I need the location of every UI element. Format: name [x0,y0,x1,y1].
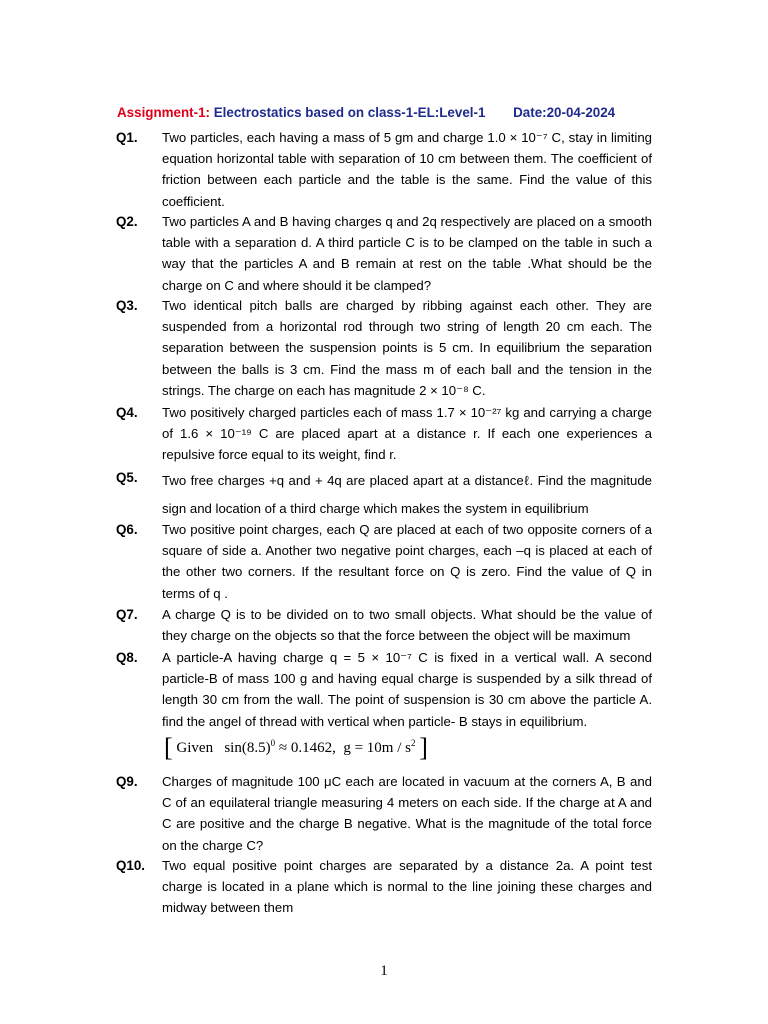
question-number: Q4. [116,405,138,420]
assignment-date: Date:20-04-2024 [513,105,616,120]
question-number: Q3. [116,298,138,313]
degree-superscript: 0 [270,738,276,748]
gravity-expression: g = 10m / s [343,740,411,756]
given-word: Given [176,740,214,756]
question-number: Q6. [116,522,138,537]
question-number: Q2. [116,214,138,229]
question-text: Two particles A and B having charges q and 2q respectively are placed on a smooth table with a separation d. A third particle C is to be clamped on the table in such a way that the particles A and B remain at rest on the table .What should be the charge on C and where should it be clamped? [162,214,652,293]
question-text: Two positively charged particles each of mass 1.7 × 10⁻²⁷ kg and carrying a charge of 1.6 × 10⁻¹⁹ C are placed apart at a distance r. If each one experiences a repulsive force equal to its weight, find r. [162,405,652,463]
page-number: 1 [380,963,388,979]
assignment-label: Assignment-1: [117,105,211,120]
sine-expression: sin(8.5) [224,740,271,756]
question-number: Q9. [116,774,138,789]
question-number: Q8. [116,650,138,665]
question-text: Two equal positive point charges are separated by a distance 2a. A point test charge is located in a plane which is normal to the line joining these charges and midway between them [162,858,652,916]
question-text: Two positive point charges, each Q are placed at each of two opposite corners of a square of side a. Another two negative point charges, each –q is placed at each of the other two corners. If the resultant force on Q is zero. Find the value of Q in terms of q . [162,522,652,601]
assignment-subject: Electrostatics based on class-1-EL:Level-1 [213,105,486,120]
question-number: Q1. [116,130,138,145]
question-text: Two identical pitch balls are charged by ribbing against each other. They are suspended from a horizontal rod through two string of length 20 cm each. The separation between the suspension points is 5 cm. In equilibrium the separation between the balls is 3 cm. Find the mass m of each ball and the tension in the strings. The charge on each has magnitude 2 × 10⁻⁸ C. [162,298,652,398]
question-text: Charges of magnitude 100 μC each are located in vacuum at the corners A, B and C of an equilateral triangle measuring 4 meters on each side. If the charge at A and C are positive and the charge B negative. What is the magnitude of the total force on the charge C? [162,774,652,853]
question-number: Q5. [116,470,138,485]
gravity-exponent: 2 [410,738,416,748]
assignment-header [117,105,615,120]
approx-value: ≈ 0.1462, [278,740,336,756]
right-bracket: ] [419,733,428,762]
question-text: Two particles, each having a mass of 5 gm and charge 1.0 × 10⁻⁷ C, stay in limiting equation horizontal table with separation of 10 cm between them. The coefficient of friction between each particle and the table is the same. Find the value of this coefficient. [162,130,652,209]
question-number: Q7. [116,607,138,622]
question-text: A charge Q is to be divided on to two small objects. What should be the value of they charge on the objects so that the force between the object will be maximum [162,607,652,644]
question-text: A particle-A having charge q = 5 × 10⁻⁷ C is fixed in a vertical wall. A second particle-B of mass 100 g and having equal charge is suspended by a silk thread of length 30 cm from the wall. The point of suspension is 30 cm above the particle A. find the angel of thread with vertical when particle- B stays in equilibrium. [162,650,652,729]
question-number: Q10. [116,858,146,873]
given-equation [164,733,428,763]
question-text: Two free charges +q and + 4q are placed apart at a distanceℓ. Find the magnitude sign and location of a third charge which makes the system in equilibrium [162,473,652,516]
left-bracket: [ [164,733,173,762]
